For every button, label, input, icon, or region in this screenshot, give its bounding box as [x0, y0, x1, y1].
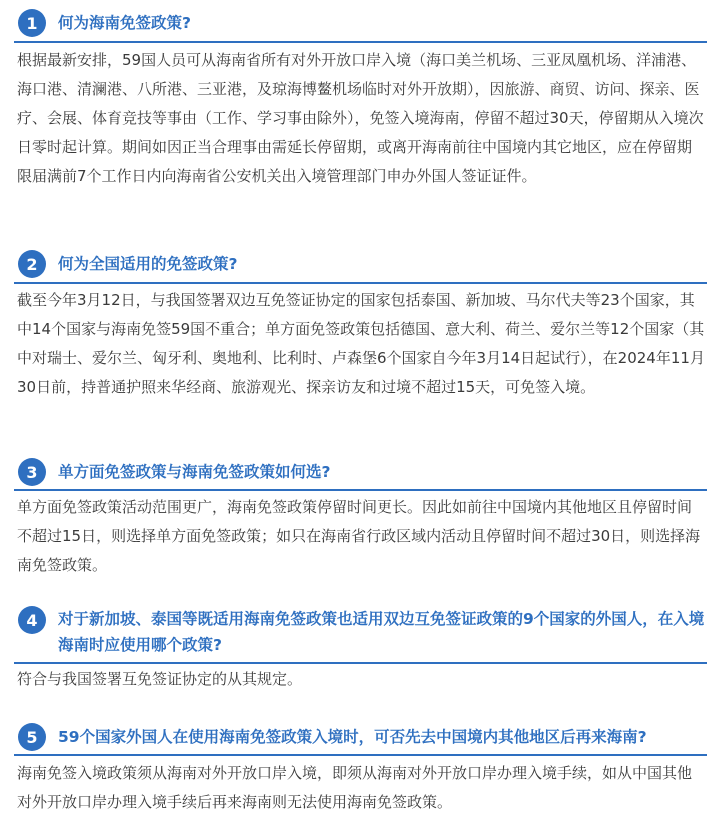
- question-heading: 何为海南免签政策?: [58, 14, 191, 32]
- answer-paragraph: 单方面免签政策活动范围更广，海南免签政策停留时间更长。因此如前往中国境内其他地区且停留时间不超过15日，则选择单方面免签政策；如只在海南省行政区域内活动且停留时间不超过30日，则选择海南免签政策。: [17, 498, 701, 574]
- question-heading: 对于新加坡、泰国等既适用海南免签政策也适用双边互免签证政策的9个国家的外国人，在入境海南时应使用哪个政策?: [58, 610, 705, 654]
- heading-underline: [14, 662, 707, 664]
- section-number-badge: 2: [18, 250, 46, 278]
- heading-underline: [14, 282, 707, 284]
- answer-paragraph: 海南免签入境政策须从海南对外开放口岸入境，即须从海南对外开放口岸办理入境手续，如从中国其他对外开放口岸办理入境手续后再来海南则无法使用海南免签政策。: [17, 764, 693, 811]
- section-number-badge: 4: [18, 606, 46, 634]
- answer-paragraph: 根据最新安排，59国人员可从海南省所有对外开放口岸入境（海口美兰机场、三亚凤凰机场、洋浦港、海口港、清澜港、八所港、三亚港，及琼海博鳌机场临时对外开放期），因旅游、商贸、访问、探亲、医疗、会展、体育竞技等事由（工作、学习事由除外），免签入境海南，停留不超过30天，停留期从入境次日零时起计算。期间如因正当合理事由需延长停留期，或离开海南前往中国境内其它地区，应在停留期限届满前7个工作日内向海南省公安机关出入境管理部门申办外国人签证证件。: [17, 51, 704, 185]
- section-number-badge: 3: [18, 458, 46, 486]
- faq-section-3: [0, 456, 713, 574]
- faq-section-2: [0, 248, 713, 396]
- faq-section-4: [0, 603, 713, 688]
- answer-paragraph: 截至今年3月12日，与我国签署双边互免签证协定的国家包括泰国、新加坡、马尔代夫等23个国家，其中14个国家与海南免签59国不重合；单方面免签政策包括德国、意大利、荷兰、爱尔兰等12个国家（其中对瑞士、爱尔兰、匈牙利、奥地利、比利时、卢森堡6个国家自今年3月14日起试行），在2024年11月30日前，持普通护照来华经商、旅游观光、探亲访友和过境不超过15天，可免签入境。: [17, 291, 705, 396]
- answer-paragraph: 符合与我国签署互免签证协定的从其规定。: [17, 670, 303, 688]
- section-number-badge: 5: [18, 723, 46, 751]
- question-heading: 何为全国适用的免签政策?: [58, 255, 238, 273]
- heading-underline: [14, 754, 707, 756]
- heading-underline: [14, 41, 707, 43]
- section-number-badge: 1: [18, 9, 46, 37]
- heading-underline: [14, 489, 707, 491]
- question-heading: 59个国家外国人在使用海南免签政策入境时，可否先去中国境内其他地区后再来海南?: [58, 728, 647, 746]
- question-heading: 单方面免签政策与海南免签政策如何选?: [58, 463, 331, 481]
- faq-section-5: [0, 721, 713, 811]
- faq-section-1: [0, 0, 713, 185]
